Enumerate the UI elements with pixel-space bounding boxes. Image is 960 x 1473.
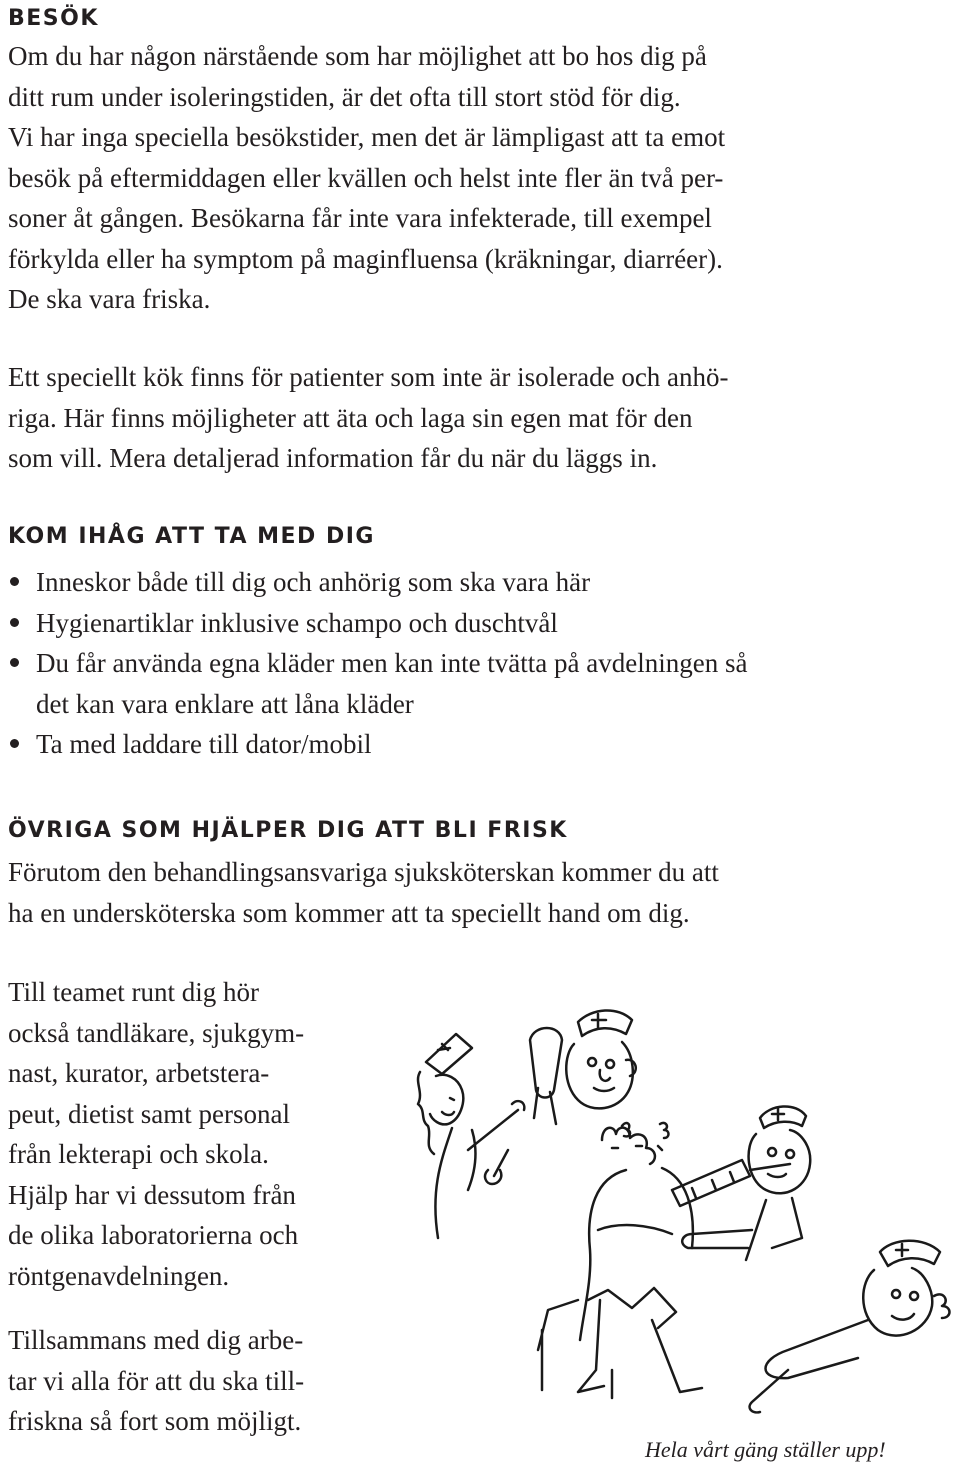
heading-ovriga: ÖVRIGA SOM HJÄLPER DIG ATT BLI FRISK [8,818,568,843]
ovriga-paragraph-1 [8,852,719,933]
text-line: från lekterapi och skola. [8,1139,269,1169]
bullet-icon [10,658,19,667]
list-item [8,643,747,724]
text-line: ditt rum under isoleringstiden, är det ofta till stort stöd för dig. [8,81,681,112]
text-line: Om du har någon närstående som har möjlighet att bo hos dig på [8,41,707,71]
text-line: ha en undersköterska som kommer att ta speciellt hand om dig. [8,897,690,928]
bullet-icon [10,577,19,586]
besok-paragraph-2 [8,357,729,479]
text-line: tar vi alla för att du ska till- [8,1365,305,1396]
text-line: Hjälp har vi dessutom från [8,1179,296,1210]
text-line: nast, kurator, arbetstera- [8,1058,270,1088]
text-line: Vi har inga speciella besökstider, men det är lämpligast att ta emot [8,122,726,152]
list-item-text: Du får använda egna kläder men kan inte tvätta på avdelningen så [36,648,748,678]
heading-kom-ihag: KOM IHÅG ATT TA MED DIG [8,524,375,549]
text-line: röntgenavdelningen. [8,1260,230,1291]
text-line: riga. Här finns möjligheter att äta och laga sin egen mat för den [8,402,693,433]
list-item-text: det kan vara enklare att låna kläder [36,688,414,719]
list-item-text: Inneskor både till dig och anhörig som ska vara här [36,567,591,597]
text-line: också tandläkare, sjukgym- [8,1017,305,1048]
text-line: de olika laboratorierna och [8,1220,299,1250]
list-item-text: Ta med laddare till dator/mobil [36,729,372,759]
text-line: friskna så fort som möjligt. [8,1406,302,1436]
text-line: förkylda eller ha symptom på maginfluensa (kräkningar, diarréer). [8,243,723,274]
text-line: Ett speciellt kök finns för patienter som inte är isolerade och anhö- [8,362,729,392]
list-item-text: Hygienartiklar inklusive schampo och duschtvål [36,607,558,638]
text-line: Förutom den behandlingsansvariga sjuksköterskan kommer du att [8,857,719,887]
heading-besok: BESÖK [8,6,99,31]
list-item [8,724,747,765]
illustration-caption: Hela vårt gäng ställer upp! [645,1437,886,1462]
list-item [8,562,747,603]
ovriga-paragraph-2 [8,972,304,1296]
care-team-drawing-icon [412,1000,957,1435]
besok-paragraph-1 [8,36,725,320]
text-line: besök på eftermiddagen eller kvällen och helst inte fler än två per- [8,162,724,193]
text-line: soner åt gången. Besökarna får inte vara infekterade, till exempel [8,203,712,233]
packing-list [8,562,747,765]
list-item [8,603,747,644]
text-line: Till teamet runt dig hör [8,977,259,1007]
text-line: peut, dietist samt personal [8,1098,290,1129]
text-line: De ska vara friska. [8,284,211,314]
bullet-icon [10,618,19,627]
ovriga-paragraph-3 [8,1320,304,1442]
text-line: som vill. Mera detaljerad information får du när du läggs in. [8,443,658,473]
bullet-icon [10,739,19,748]
text-line: Tillsammans med dig arbe- [8,1325,304,1355]
